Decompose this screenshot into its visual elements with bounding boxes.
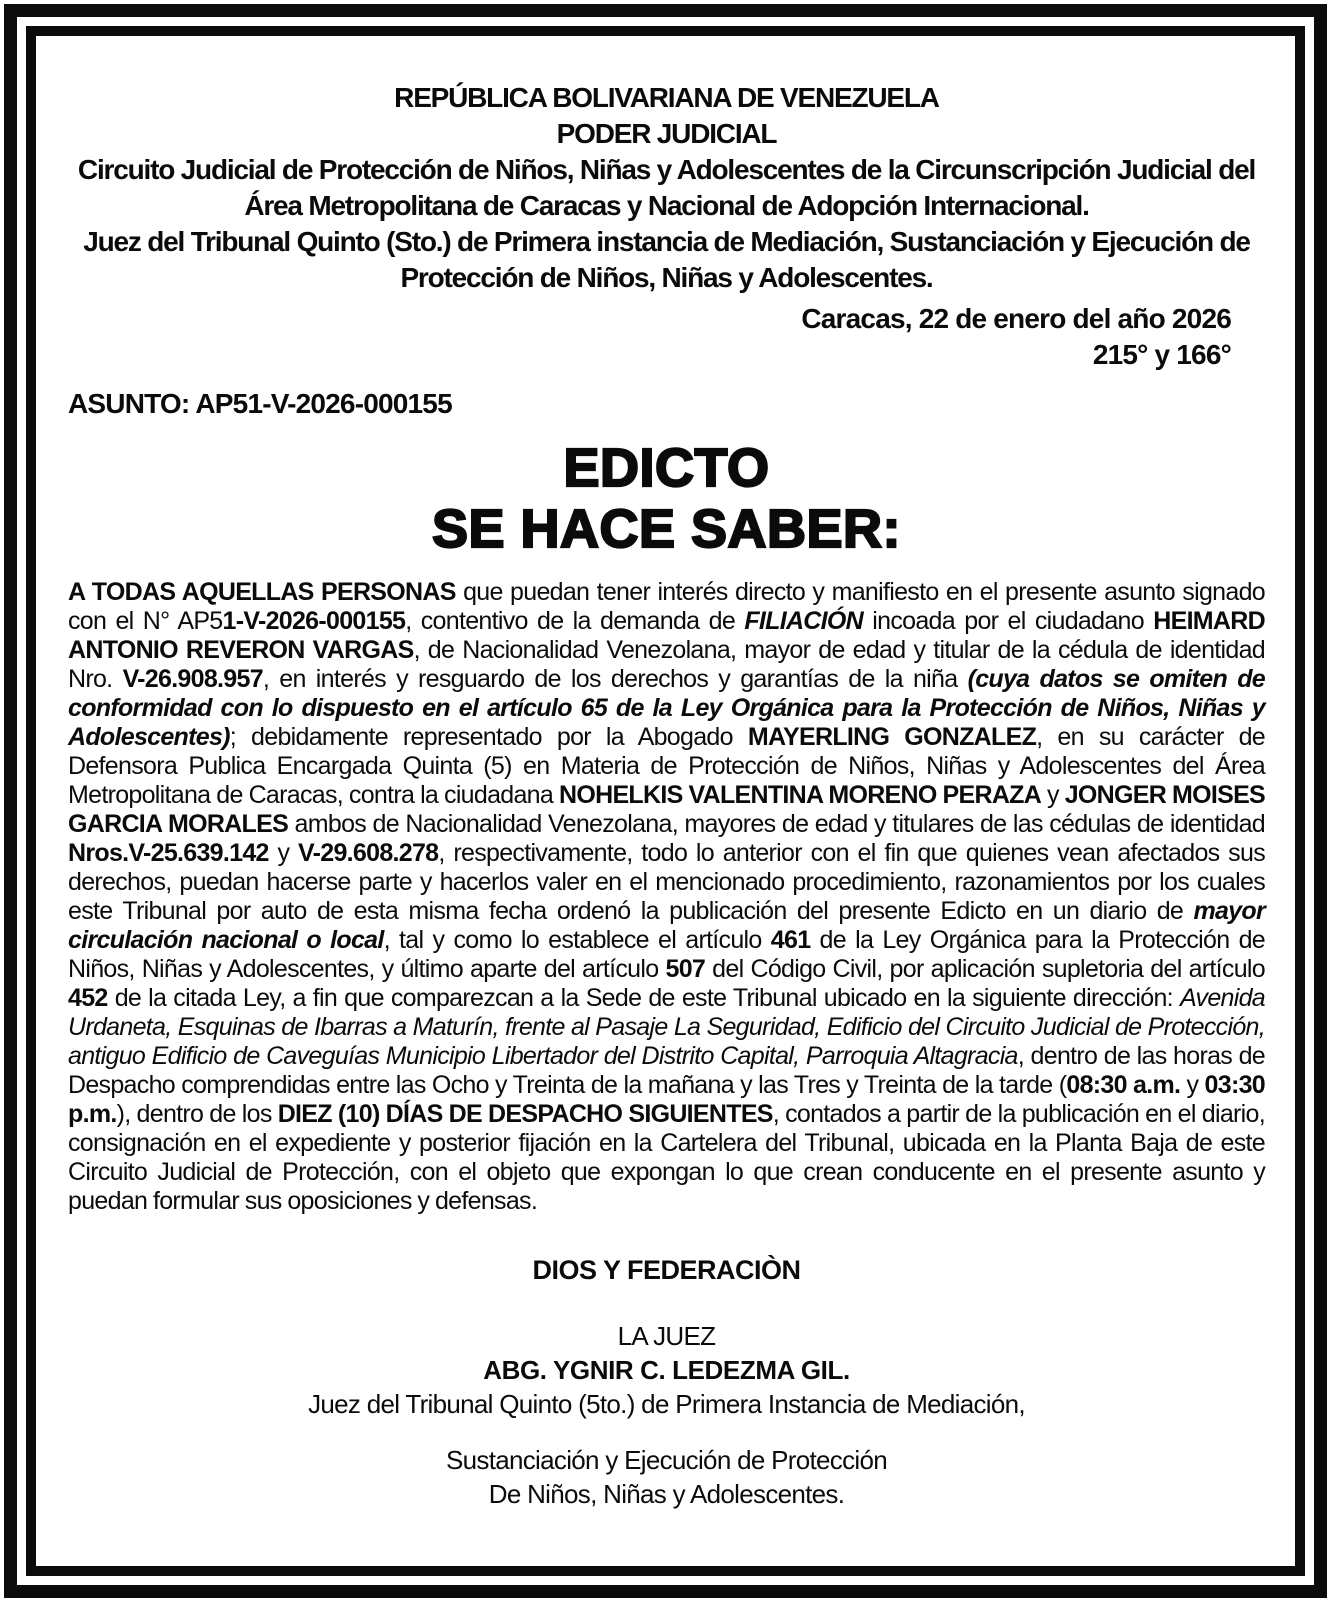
- republic-line: REPÚBLICA BOLIVARIANA DE VENEZUELA: [394, 82, 939, 113]
- body-text-segment: 461: [770, 926, 811, 954]
- place-date-line: Caracas, 22 de enero del año 2026: [801, 303, 1231, 334]
- body-text-segment: 03:30 p.m.: [68, 1071, 1265, 1128]
- body-text-segment: ambos de Nacionalidad Venezolana, mayores de edad y titulares de las cédulas de identidad: [288, 810, 1266, 838]
- judge-role-line: LA JUEZ: [617, 1321, 716, 1351]
- body-text-segment: mayor circulación nacional o local: [68, 897, 1265, 954]
- body-text-segment: MAYERLING GONZALEZ: [747, 723, 1037, 751]
- inner-border: [26, 26, 1305, 1576]
- body-text-segment: ), dentro de los: [116, 1100, 278, 1128]
- body-text-segment: del Código Civil, por aplicación supletoria del artículo: [705, 955, 1265, 983]
- body-text-segment: de la Ley Orgánica para la Protección de Niños, Niñas y Adolescentes, y último aparte del artículo: [68, 926, 1265, 983]
- body-text-segment: , en su carácter de Defensora Publica Encargada Quinta (5) en Materia de Protección de Niños, Niñas y Adolescentes del Área Metropolitana de Caracas, contra la ciudadana: [68, 723, 1265, 809]
- body-text-segment: 1-V-2026-000155: [222, 607, 406, 635]
- body-text-segment: Avenida Urdaneta, Esquinas de Ibarras a Maturín, frente al Pasaje La Seguridad, Edificio del Circuito Judicial de Protección, antiguo Edificio de Caveguías Municipio Libertador del Distrito Capital, Parroquia Altagracia: [68, 984, 1265, 1070]
- body-text-segment: , tal y como lo establece el artículo: [383, 926, 771, 954]
- body-text-segment: 452: [68, 984, 108, 1012]
- body-text-segment: NOHELKIS VALENTINA MORENO PERAZA: [559, 781, 1042, 809]
- body-text-segment: JONGER MOISES GARCIA MORALES: [68, 781, 1266, 838]
- closing-motto: DIOS Y FEDERACIÒN: [532, 1255, 801, 1285]
- body-text-segment: ; debidamente representado por la Abogado: [229, 723, 748, 751]
- body-text-segment: que puedan tener interés directo y manifiesto en el presente asunto signado con el N° AP5: [68, 578, 1265, 635]
- body-text-segment: incoada por el ciudadano: [863, 607, 1154, 635]
- case-number-line: ASUNTO: AP51-V-2026-000155: [68, 388, 452, 419]
- body-text-segment: , dentro de las horas de Despacho comprendidas entre las Ocho y Treinta de la mañana y las Tres y Treinta de la tarde (: [68, 1042, 1266, 1099]
- body-text-segment: 507: [665, 955, 706, 983]
- document-header: [68, 80, 1265, 296]
- judge-title-line-1: Juez del Tribunal Quinto (5to.) de Primera Instancia de Mediación,: [308, 1389, 1025, 1419]
- body-text-segment: DIEZ (10) DÍAS DE DESPACHO SIGUIENTES: [277, 1100, 773, 1128]
- circuit-line: Circuito Judicial de Protección de Niños, Niñas y Adolescentes de la Circunscripción Judicial del Área Metropolitana de Caracas y Nacional de Adopción Internacional.: [77, 154, 1256, 221]
- body-text-segment: , de Nacionalidad Venezolana, mayor de edad y titular de la cédula de identidad Nro.: [68, 636, 1266, 693]
- dateline: [68, 301, 1265, 373]
- court-line: Juez del Tribunal Quinto (Sto.) de Primera instancia de Mediación, Sustanciación y Ejecución de Protección de Niños, Niñas y Adolescentes.: [83, 226, 1250, 293]
- body-text-segment: , contados a partir de la publicación en el diario, consignación en el expediente y posterior fijación en la Cartelera del Tribunal, ubicada en la Planta Baja de este Circuito Judicial de Protección, con el objeto que expongan lo que crean conducente en el presente asunto y puedan formular sus oposiciones y defensas.: [68, 1100, 1265, 1215]
- body-text-segment: V-29.608.278: [298, 839, 439, 867]
- anniversaries-line: 215° y 166°: [1092, 339, 1231, 370]
- body-paragraph: [68, 578, 1265, 1216]
- judge-title-line-2: Sustanciación y Ejecución de Protección: [446, 1445, 887, 1475]
- body-text-segment: , en interés y resguardo de los derechos y garantías de la niña: [262, 665, 968, 693]
- body-text-segment: , respectivamente, todo lo anterior con el fin que quienes vean afectados sus derechos, puedan hacerse parte y hacerlos valer en el mencionado procedimiento, razonamientos por los cuales este Tribunal por auto de esta misma fecha ordenó la publicación del presente Edicto en un diario de: [68, 839, 1265, 925]
- body-text-segment: FILIACIÓN: [744, 607, 864, 635]
- body-text-segment: HEIMARD ANTONIO REVERON VARGAS: [68, 607, 1265, 664]
- outer-border: [4, 4, 1327, 1598]
- judge-name-line: ABG. YGNIR C. LEDEZMA GIL.: [483, 1355, 850, 1385]
- body-text-segment: y: [268, 839, 299, 867]
- body-text-segment: , contentivo de la demanda de: [405, 607, 745, 635]
- body-text-segment: y: [1180, 1071, 1205, 1099]
- body-text-segment: y: [1041, 781, 1065, 809]
- body-text-segment: de la citada Ley, a fin que comparezcan a la Sede de este Tribunal ubicado en la siguiente dirección:: [107, 984, 1180, 1012]
- body-text-segment: V-26.908.957: [122, 665, 263, 693]
- body-text-segment: (cuya datos se omiten de conformidad con lo dispuesto en el artículo 65 de la Ley Orgánica para la Protección de Niños, Niñas y Adolescentes): [68, 665, 1265, 751]
- edicto-title: EDICTO: [563, 438, 770, 498]
- body-text-segment: A TODAS AQUELLAS PERSONAS: [68, 578, 456, 606]
- body-text-segment: 08:30 a.m.: [1066, 1071, 1181, 1099]
- judicial-power-line: PODER JUDICIAL: [556, 118, 777, 149]
- document-content: [36, 36, 1295, 1566]
- judge-title-line-3: De Niños, Niñas y Adolescentes.: [488, 1479, 845, 1509]
- se-hace-saber-subtitle: SE HACE SABER:: [431, 499, 902, 559]
- body-text-segment: Nros.V-25.639.142: [68, 839, 269, 867]
- signature-block: [68, 1319, 1265, 1511]
